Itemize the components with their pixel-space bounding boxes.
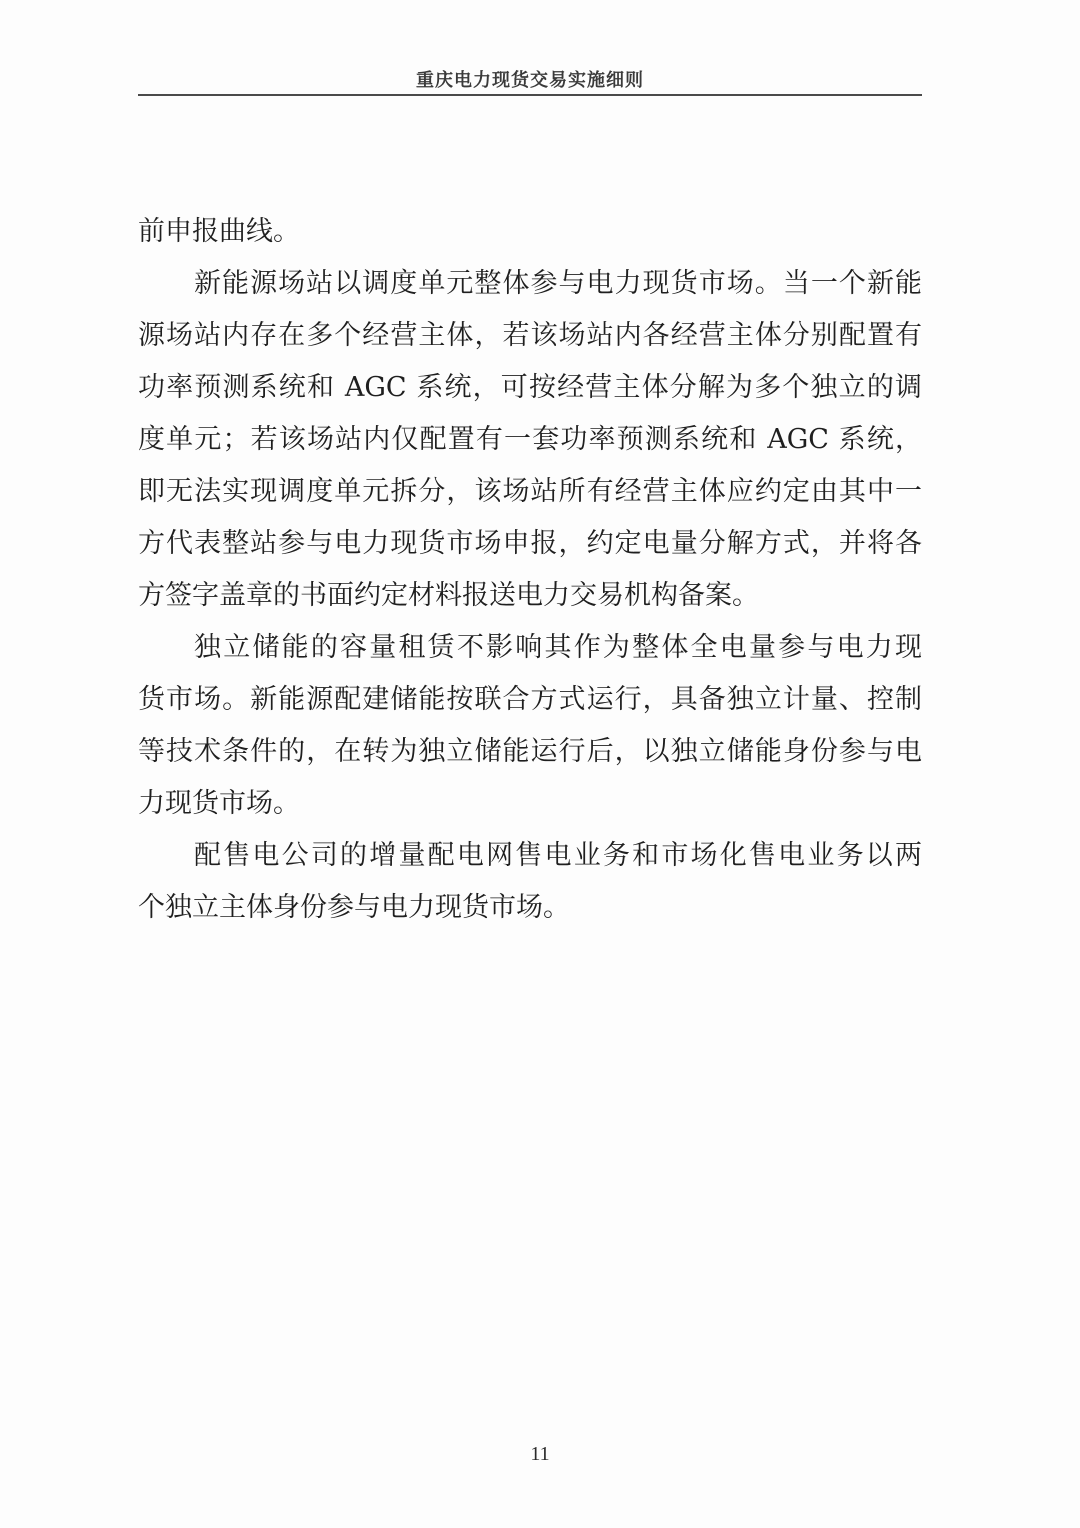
text-line: 源场站内存在多个经营主体，若该场站内各经营主体分别配置有 — [138, 320, 922, 351]
paragraph-first-line: 新能源场站以调度单元整体参与电力现货市场。当一个新能 — [194, 268, 922, 299]
text-line: 方签字盖章的书面约定材料报送电力交易机构备案。 — [138, 580, 759, 611]
page-number: 11 — [530, 1443, 550, 1465]
text-line: 前申报曲线。 — [138, 216, 300, 247]
text-line: 等技术条件的，在转为独立储能运行后，以独立储能身份参与电 — [138, 736, 922, 767]
text-line: 度单元；若该场站内仅配置有一套功率预测系统和 AGC 系统， — [138, 424, 922, 455]
text-line: 方代表整站参与电力现货市场申报，约定电量分解方式，并将各 — [138, 528, 922, 559]
text-line: 个独立主体身份参与电力现货市场。 — [138, 892, 570, 923]
paragraph-first-line: 独立储能的容量租赁不影响其作为整体全电量参与电力现 — [194, 632, 922, 663]
text-line: 货市场。新能源配建储能按联合方式运行，具备独立计量、控制 — [138, 684, 922, 715]
body-text — [138, 206, 922, 934]
paragraph-first-line: 配售电公司的增量配电网售电业务和市场化售电业务以两 — [194, 840, 922, 871]
text-line: 即无法实现调度单元拆分，该场站所有经营主体应约定由其中一 — [138, 476, 922, 507]
header-rule — [138, 94, 922, 96]
running-header: 重庆电力现货交易实施细则 — [416, 70, 644, 91]
text-line: 力现货市场。 — [138, 788, 300, 819]
text-line: 功率预测系统和 AGC 系统，可按经营主体分解为多个独立的调 — [138, 372, 922, 403]
